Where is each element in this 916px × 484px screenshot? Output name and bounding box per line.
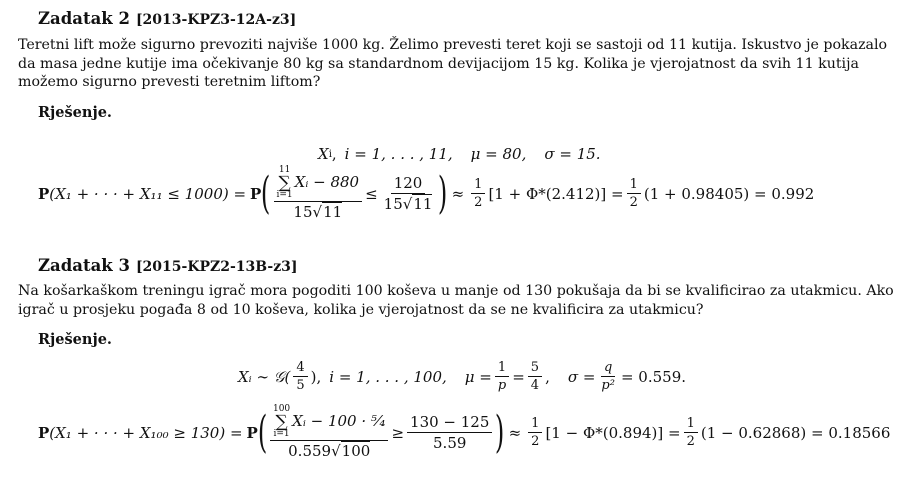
task3-heading: [38, 256, 298, 275]
task3-sum-symbol: 100 ∑ i=1: [272, 404, 291, 439]
task2-lhs-p: P: [38, 184, 50, 203]
task3-x-dist: Xᵢ ∼ 𝒢(: [238, 367, 291, 386]
task3-rhs-p: P: [246, 423, 258, 442]
task3-main-equation: P (X₁ + · · · + X₁₀₀ ≥ 130) = P ( 100 ∑ i=1 Xᵢ − 100 · ⁵⁄₄ 0.559√100 ≥ $\frac{130 - 125}{5.59}$ ) ≈ $\frac{1}{2}$ [1 − Φ*(0.894)] = $\frac{1}{2}$ (1 − 0.62868) = 0.18566: [38, 404, 891, 460]
task3-i-range: i = 1, . . . , 100,: [329, 367, 447, 386]
task3-geq: ≥: [391, 423, 405, 442]
task2-problem-line-1: Teretni lift može sigurno prevoziti najviše 1000 kg. Želimo prevesti teret koji se sastoji od 11 kutija. Iskustvo je pokazalo: [18, 37, 888, 53]
task2-bracket-expr: [1 + Φ*(2.412)] =: [488, 184, 624, 203]
task3-approx: ≈: [508, 423, 522, 442]
task2-problem: [18, 36, 898, 92]
task2-approx: ≈: [451, 184, 465, 203]
task2-problem-line-3: možemo sigurno prevesti teretnim liftom?: [18, 74, 321, 90]
task2-leq: ≤: [365, 184, 378, 203]
task2-i-range: i = 1, . . . , 11,: [344, 145, 453, 163]
task3-half-2: $\frac{1}{2}$: [684, 416, 698, 449]
task3-solution-label: Rješenje.: [38, 331, 112, 348]
task3-final-expr: (1 − 0.62868) = 0.18566: [700, 423, 891, 442]
task3-params: Xᵢ ∼ 𝒢( $\frac{4}{5}$ ), i = 1, . . . , 100, μ = $\frac{1}{p}$ = $\frac{5}{4}$ , σ = $\frac{q}{\text{p²}}$ = 0.559.: [238, 360, 687, 393]
task2-sigma: σ = 15.: [544, 145, 601, 163]
task2-problem-line-2: da masa jedne kutije ima očekivanje 80 kg sa standardnom devijacijom 15 kg. Kolika je vjerojatnost da svih 11 kutija: [18, 55, 859, 72]
task3-frac-right: $\frac{130 - 125}{5.59}$: [407, 413, 492, 452]
task3-sigma-frac: $\frac{q}{\text{p²}}$: [601, 360, 615, 393]
task2-main-equation: P (X₁ + · · · + X₁₁ ≤ 1000) = P ( 11 ∑ i=1 Xᵢ − 880 15√11 ≤ $\frac{120}{15√11}$ ) ≈ $\frac{1}{2}$ [1 + Φ*(2.412)] = $\frac{1}{2}$ (1 + 0.98405) = 0.992: [38, 165, 815, 221]
task3-sigma-val: = 0.559.: [620, 367, 687, 386]
task2-code: [2013-KPZ3-12A-z3]: [135, 12, 297, 28]
task2-heading: [38, 9, 296, 28]
task3-problem-line-1: Na košarkaškom treningu igrač mora pogoditi 100 koševa u manje od 130 pokušaja da bi se kvalificirao za utakmicu. Ako: [18, 283, 894, 299]
task2-x: X: [318, 145, 329, 163]
task2-lhs: (X₁ + · · · + X₁₁ ≤ 1000) =: [49, 184, 247, 203]
task2-frac-left: 11 ∑ i=1 Xᵢ − 880 15√11: [274, 166, 363, 221]
task3-problem-line-2: igrač u prosjeku pogađa 8 od 10 koševa, kolika je vjerojatnost da se ne kvalificira za utakmicu?: [18, 301, 704, 318]
task3-code: [2015-KPZ2-13B-z3]: [135, 259, 298, 275]
task2-frac-right: $\frac{120}{15√11}$: [383, 174, 433, 213]
task3-mu-lhs: μ =: [464, 367, 492, 386]
task3-p-frac: $\frac{4}{5}$: [293, 360, 307, 393]
task3-bracket-expr: [1 − Φ*(0.894)] =: [545, 423, 681, 442]
task3-mu-frac: $\frac{1}{p}$: [495, 360, 509, 393]
task2-sum-symbol: 11 ∑ i=1: [276, 165, 293, 200]
task2-heading-text: Zadatak 2: [38, 9, 130, 28]
task3-heading-text: Zadatak 3: [38, 256, 130, 275]
task3-sigma-lhs: σ =: [567, 367, 596, 386]
task2-half: $\frac{1}{2}$: [471, 177, 485, 210]
task2-solution-label: Rješenje.: [38, 104, 112, 121]
task3-problem: [18, 282, 898, 319]
task2-rhs-p: P: [250, 184, 262, 203]
task3-mu-val-frac: $\frac{5}{4}$: [528, 360, 542, 393]
task2-half-2: $\frac{1}{2}$: [627, 177, 641, 210]
task2-params: X i , i = 1, . . . , 11, μ = 80, σ = 15.: [318, 145, 601, 163]
task2-final-expr: (1 + 0.98405) = 0.992: [643, 184, 815, 203]
task3-lhs: (X₁ + · · · + X₁₀₀ ≥ 130) =: [49, 423, 243, 442]
task3-lhs-p: P: [38, 423, 50, 442]
task3-half: $\frac{1}{2}$: [528, 416, 542, 449]
task3-frac-left: 100 ∑ i=1 Xᵢ − 100 · ⁵⁄₄ 0.559√100: [270, 405, 388, 460]
task2-mu: μ = 80,: [470, 145, 527, 163]
